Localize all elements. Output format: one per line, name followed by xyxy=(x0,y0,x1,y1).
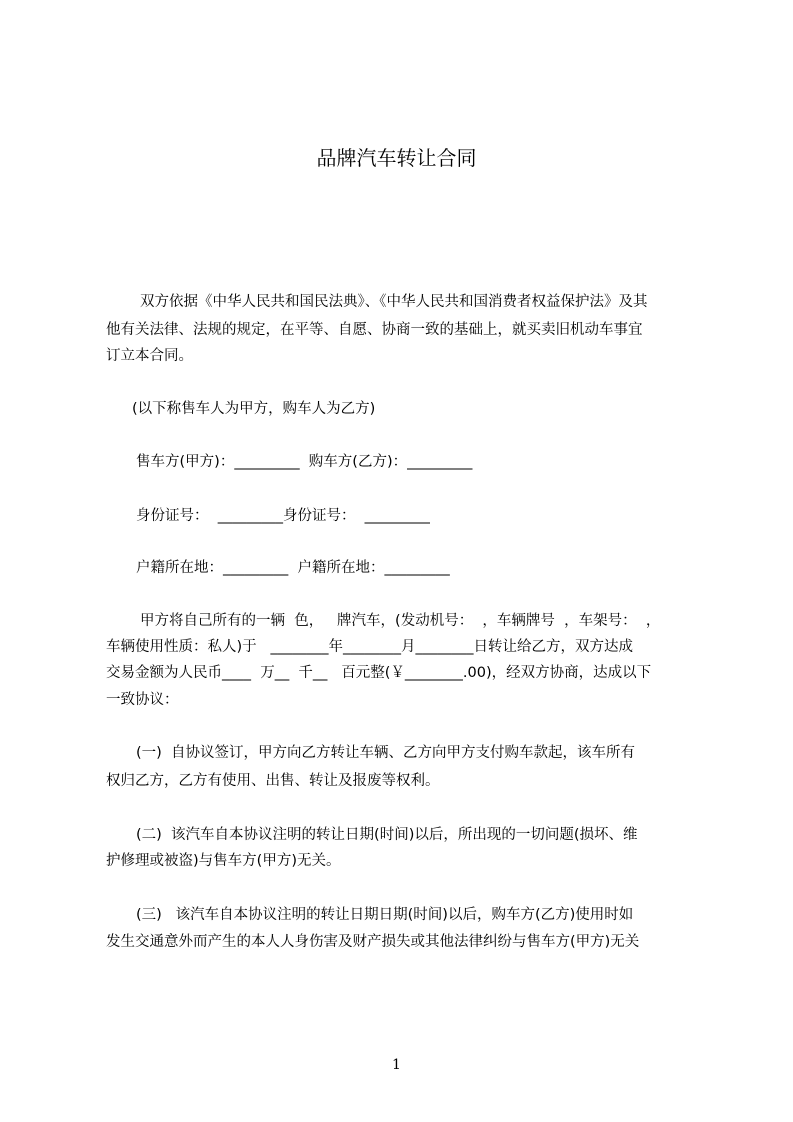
clause-1-line-1: (一) 自协议签订，甲方向乙方转让车辆、乙方向甲方支付购车款起，该车所有 xyxy=(136,745,636,761)
intro-line-2: 他有关法律、法规的规定，在平等、自愿、协商一致的基础上，就买卖旧机动车事宜 xyxy=(106,322,643,338)
clause-3-line-2: 发生交通意外而产生的本人人身伤害及财产损失或其他法律纠纷与售车方(甲方)无关 xyxy=(106,934,640,950)
clause-2-line-2: 护修理或被盗)与售车方(甲方)无关。 xyxy=(106,853,341,869)
field-seller-buyer: 售车方(甲方)：_________ 购车方(乙方)：_________ xyxy=(136,454,473,470)
transfer-line-2: 车辆使用性质：私人)于 ________年________月________日转让给乙方，双方达成 xyxy=(106,639,633,655)
transfer-line-3: 交易金额为人民币____ 万__ 千__ 百元整(￥________.00)，经双方协商，达成以下 xyxy=(106,665,652,681)
clause-2-line-1: (二) 该汽车自本协议注明的转让日期(时间)以后，所出现的一切问题(损坏、维 xyxy=(136,827,638,843)
intro-line-3: 订立本合同。 xyxy=(106,348,193,364)
parties-note: (以下称售车人为甲方，购车人为乙方) xyxy=(132,401,376,417)
transfer-line-4: 一致协议： xyxy=(106,692,179,708)
field-household-registration: 户籍所在地：_________ 户籍所在地：_________ xyxy=(136,560,450,576)
page-number: 1 xyxy=(392,1057,401,1073)
field-id-number: 身份证号： _________身份证号： _________ xyxy=(136,508,430,524)
document-title: 品牌汽车转让合同 xyxy=(316,146,477,170)
clause-1-line-2: 权归乙方，乙方有使用、出售、转让及报废等权利。 xyxy=(106,773,440,789)
transfer-line-1: 甲方将自己所有的一辆 色， 牌汽车，(发动机号： ，车辆牌号 ，车架号： ， xyxy=(140,613,661,629)
intro-line-1: 双方依据《中华人民共和国民法典》、《中华人民共和国消费者权益保护法》及其 xyxy=(140,294,648,310)
clause-3-line-1: (三) 该汽车自本协议注明的转让日期日期(时间)以后，购车方(乙方)使用时如 xyxy=(136,907,634,923)
